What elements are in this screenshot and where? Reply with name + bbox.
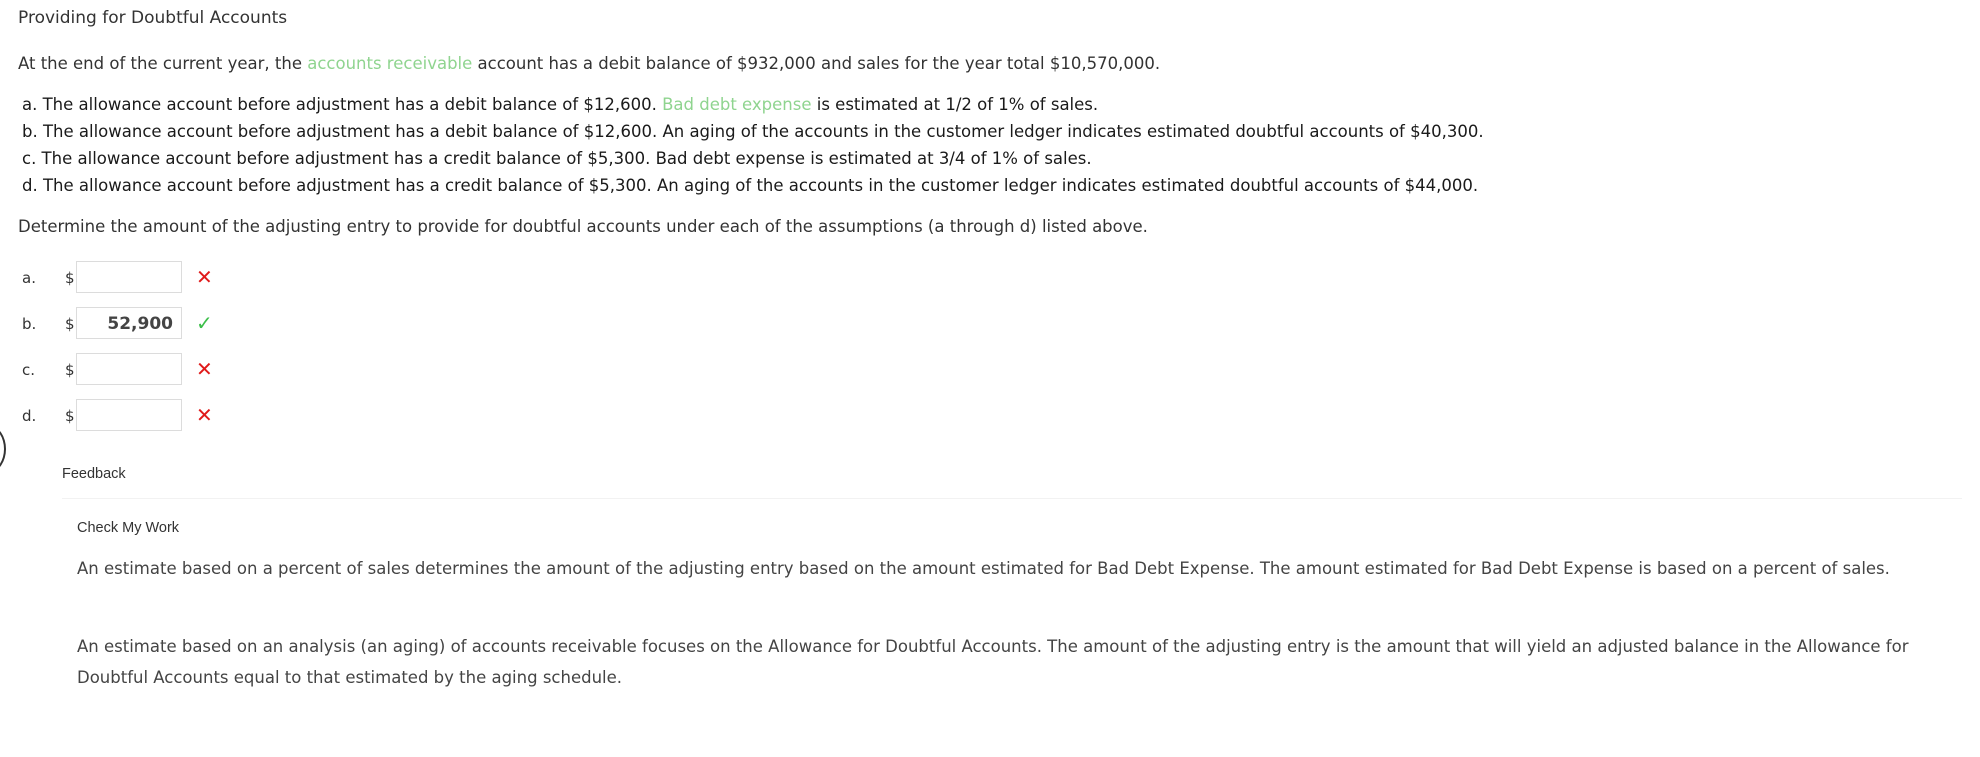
intro-text-before: At the end of the current year, the (18, 54, 308, 73)
answer-letter: b. (22, 315, 37, 333)
question-prompt: Determine the amount of the adjusting entry to provide for doubtful accounts under each of the assumptions (a through d) listed above. (18, 217, 1148, 236)
answer-input-d[interactable] (76, 399, 182, 431)
bad-debt-expense-link[interactable]: Bad debt expense (662, 95, 812, 114)
feedback-divider (62, 498, 1962, 499)
answer-input-b[interactable]: 52,900 (76, 307, 182, 339)
answer-input-a[interactable] (76, 261, 182, 293)
scroll-edge-indicator (0, 426, 6, 472)
assumption-a (22, 91, 1484, 118)
answer-row-d (22, 399, 222, 433)
answer-letter: c. (22, 361, 36, 379)
incorrect-icon: ✕ (196, 265, 213, 289)
assumption-c: c. The allowance account before adjustment has a credit balance of $5,300. Bad debt expense is estimated at 3/4 of 1% of sales. (22, 149, 1092, 168)
correct-icon: ✓ (196, 311, 213, 335)
answer-row-c (22, 353, 222, 387)
dollar-sign: $ (65, 315, 75, 333)
feedback-paragraph-percent-of-sales: An estimate based on a percent of sales determines the amount of the adjusting entry based on the amount estimated for Bad Debt Expense. The amount estimated for Bad Debt Expense is based on a percent of sales. (77, 559, 1890, 578)
answer-letter: d. (22, 407, 37, 425)
dollar-sign: $ (65, 269, 75, 287)
check-my-work-label: Check My Work (77, 520, 180, 536)
answer-letter: a. (22, 269, 36, 287)
answer-input-c[interactable] (76, 353, 182, 385)
incorrect-icon: ✕ (196, 357, 213, 381)
feedback-paragraph-aging: An estimate based on an analysis (an aging) of accounts receivable focuses on the Allowance for Doubtful Accounts. The amount of the adjusting entry is the amount that will yield an adjusted balance in the Allowance for Doubtful Accounts equal to that estimated by the aging schedule. (77, 637, 1909, 687)
answer-row-b (22, 307, 222, 341)
dollar-sign: $ (65, 407, 75, 425)
dollar-sign: $ (65, 361, 75, 379)
page-title: Providing for Doubtful Accounts (18, 8, 288, 28)
answer-row-a (22, 261, 222, 295)
assumption-a-before: a. The allowance account before adjustment has a debit balance of $12,600. (22, 95, 663, 114)
incorrect-icon: ✕ (196, 403, 213, 427)
feedback-label: Feedback (62, 466, 126, 482)
problem-intro (18, 54, 1160, 73)
assumption-a-after: is estimated at 1/2 of 1% of sales. (811, 95, 1099, 114)
intro-text-after: account has a debit balance of $932,000 and sales for the year total $10,570,000. (472, 54, 1161, 73)
assumption-d: d. The allowance account before adjustment has a credit balance of $5,300. An aging of the accounts in the customer ledger indicates estimated doubtful accounts of $44,000. (22, 176, 1479, 195)
accounts-receivable-link[interactable]: accounts receivable (307, 54, 473, 73)
assumption-b: b. The allowance account before adjustment has a debit balance of $12,600. An aging of the accounts in the customer ledger indicates estimated doubtful accounts of $40,300. (22, 122, 1484, 141)
assumptions-list (22, 91, 1484, 199)
